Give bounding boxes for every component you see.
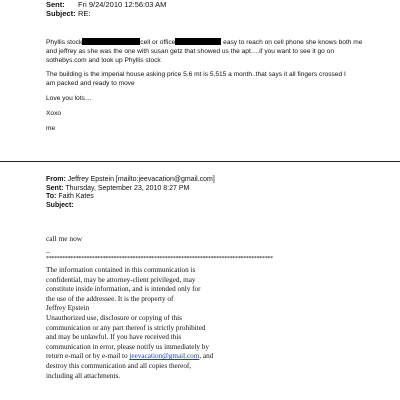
notice-line: and may be unlawful. If you have received this (46, 333, 182, 342)
confidentiality-notice (46, 266, 286, 381)
paragraph-building (46, 71, 386, 89)
notice-text: , and (199, 352, 214, 361)
notice-line: including all attachments. (46, 371, 121, 380)
notice-line: confidential, may be attorney-client privileged, may (46, 275, 196, 284)
email-header-original (46, 176, 215, 210)
notice-line (46, 352, 286, 362)
sent-value: Fri 9/24/2010 12:56:03 AM (78, 0, 167, 9)
paragraph-contact (46, 38, 386, 65)
sent-label: Sent: (46, 184, 64, 192)
text-line: The building is the imperial house asking price 5.6 mt is 5,515 a month..that says it all fingers crossed I (46, 71, 346, 79)
text-line: am packed and ready to move (46, 80, 135, 88)
signature-dashes: -- (46, 250, 50, 256)
subject-value: RE: (78, 8, 91, 18)
text-fragment: Phyllis stock (46, 39, 83, 46)
email-header-reply (46, 1, 166, 18)
redaction-box (82, 38, 140, 45)
sent-value: Thursday, September 23, 2010 8:27 PM (63, 184, 190, 192)
subject-label: Subject: (46, 201, 74, 209)
sent-label: Sent: (46, 0, 65, 9)
text-line: sothebys.com and look up Phyllis stock (46, 56, 161, 64)
from-label: From: (46, 176, 66, 183)
notice-line: destroy this communication and all copies thereof, (46, 361, 192, 370)
reply-message-body (46, 38, 386, 139)
notice-text: return e-mail or by e-mail to (46, 352, 130, 361)
notice-line: constitute inside information, and is intended only for (46, 285, 201, 294)
notice-line: communication in error, please notify us immediately by (46, 342, 209, 351)
to-value: Faith Kates (56, 193, 94, 201)
notice-line: The information contained in this communication is (46, 266, 196, 274)
message-divider (0, 161, 400, 162)
notice-line: Jeffrey Epstein (46, 304, 90, 313)
paragraph-signoff: me (46, 124, 56, 132)
notice-line: Unauthorized use, disclosure or copying of this (46, 313, 182, 322)
text-fragment: easy to reach on cell phone she knows both me (221, 39, 363, 46)
redaction-box (175, 38, 221, 45)
paragraph-xoxo: Xoxo (46, 109, 62, 117)
text-line: and jeffrey as she was the one with susan getz that showed us the apt….if you want to see it go on (46, 47, 334, 55)
text-fragment: cell or office (140, 39, 176, 46)
asterisk-separator: ************************************************************************************ (46, 256, 273, 262)
subject-label: Subject: (46, 8, 76, 18)
email-link[interactable]: jeevacation@gmail.com (129, 352, 200, 361)
from-value: Jeffrey Epstein [mailto:jeevacation@gmail.com] (65, 176, 215, 183)
to-label: To: (46, 193, 57, 201)
notice-line: the use of the addressee. It is the property of (46, 294, 174, 303)
paragraph-love: Love you lots… (46, 94, 92, 102)
original-message-body: call me now (46, 234, 83, 243)
notice-line: communication or any part thereof is strictly prohibited (46, 323, 206, 332)
